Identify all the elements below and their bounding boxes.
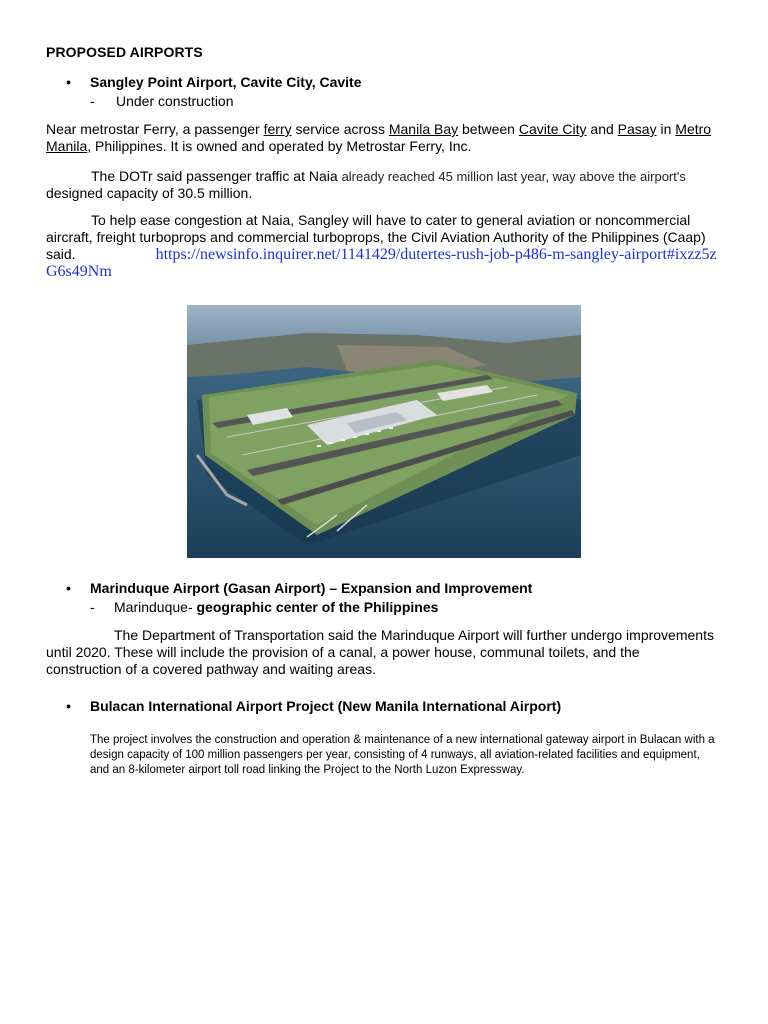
link-metro[interactable]: Metro [675,121,712,137]
link-pasay[interactable]: Pasay [617,121,657,137]
dash-icon: - [90,93,95,109]
link-ferry[interactable]: ferry [263,121,292,137]
bullet-icon: • [66,580,71,596]
airport-aerial-illustration [187,305,581,558]
source-link[interactable]: https://newsinfo.inquirer.net/1141429/dutertes-rush-job-p486-m-sangley-airport#ixzz5zG6s49Nm [46,246,717,280]
bullet-icon: • [66,698,71,714]
sangley-status: Under construction [116,93,234,109]
sangley-title: Sangley Point Airport, Cavite City, Cavite [90,74,362,90]
marinduque-paragraph: The Department of Transportation said the Marinduque Airport will further undergo improvements until 2020. These will include the provision of a canal, a power house, communal toilets, and the construction of a covered pathway and waiting areas. [46,627,714,677]
marinduque-sub-row: - Marinduque- geographic center of the Philippines [90,599,439,615]
page-heading: PROPOSED AIRPORTS [46,44,203,60]
bullet-marinduque [66,580,532,596]
bullet-sangley [66,74,362,90]
sangley-paragraph-1: Near metrostar Ferry, a passenger ferry service across Manila Bay between Cavite City and Pasay in Metro Manila, Philippines. It is owned and operated by Metrostar Ferry, Inc. [46,121,712,154]
link-manila[interactable]: Manila [46,138,88,154]
bulacan-paragraph: The project involves the construction and operation & maintenance of a new international gateway airport in Bulacan with a design capacity of 100 million passengers per year, consisting of 4 runways, all aviation-related facilities and equipment, and an 8-kilometer airport toll road linking the Project to the North Luzon Expressway. [90,734,715,776]
bullet-bulacan [66,698,561,714]
sangley-status-row [90,93,234,109]
link-manila-bay[interactable]: Manila Bay [388,121,459,137]
marinduque-title: Marinduque Airport (Gasan Airport) – Expansion and Improvement [90,580,533,596]
sangley-airport-image [187,305,581,558]
marinduque-highlight: geographic center of the Philippines [196,599,439,615]
link-cavite-city[interactable]: Cavite City [518,121,587,137]
sangley-paragraph-3: To help ease congestion at Naia, Sangley will have to cater to general aviation or noncommercial aircraft, freight turboprops and commercial turboprops, the Civil Aviation Authority of the Philippines (Caap) said. https://newsinfo.inquirer.net/1141429/dutertes-rush-job-p486-m-sangley-airport#ixzz5zG6s49Nm [46,212,717,280]
bulacan-title: Bulacan International Airport Project (New Manila International Airport) [90,698,562,714]
sangley-paragraph-2: The DOTr said passenger traffic at Naia already reached 45 million last year, way above the airport's designed capacity of 30.5 million. [46,168,686,201]
dash-icon: - [90,599,95,615]
bullet-icon: • [66,74,71,90]
